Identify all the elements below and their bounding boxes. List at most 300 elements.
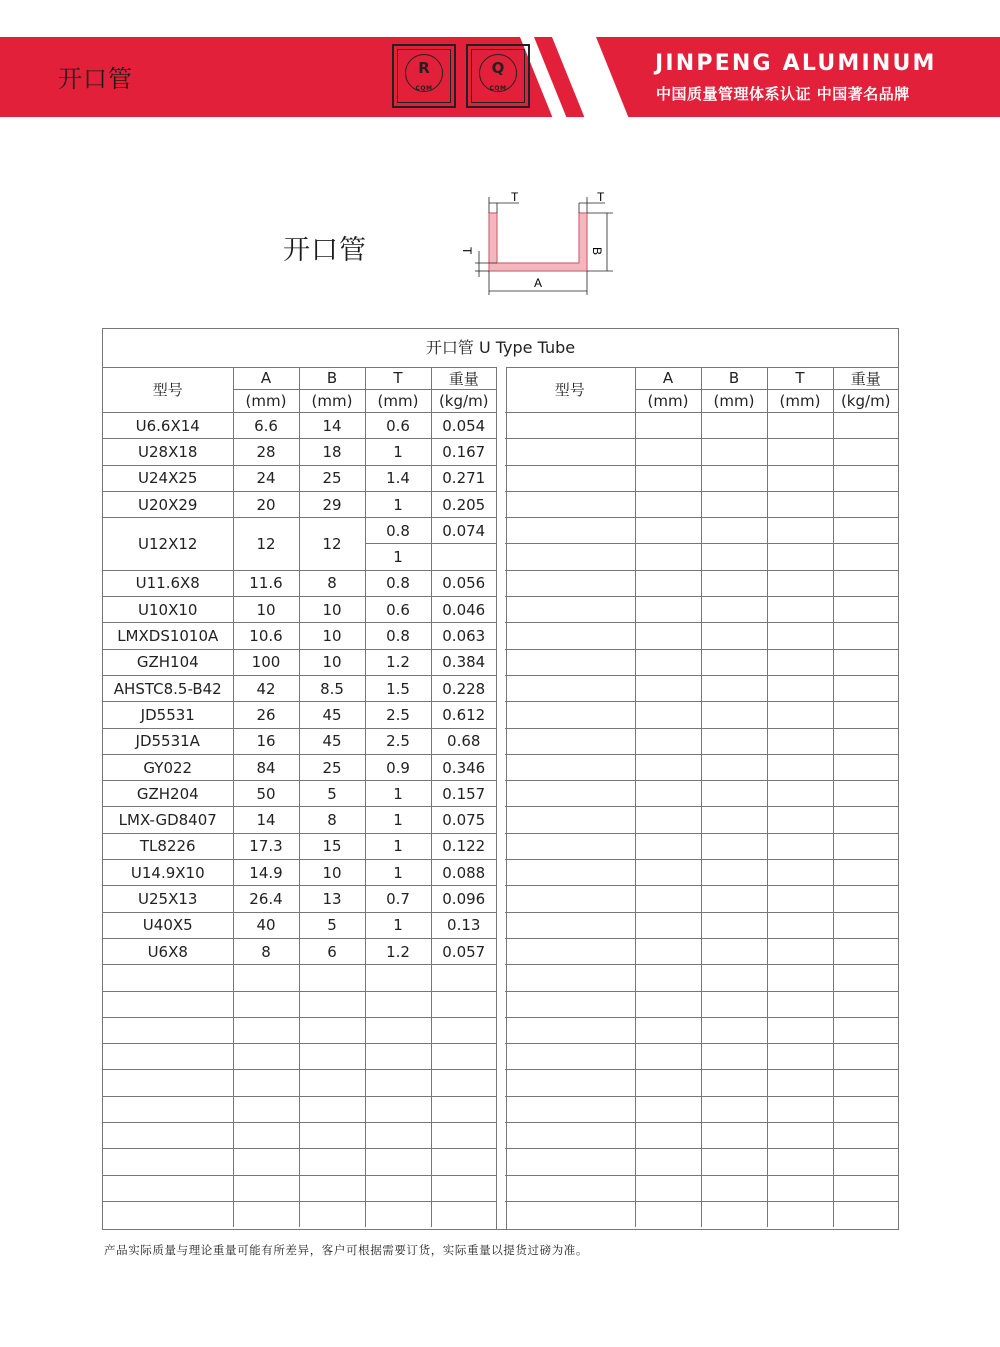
empty-cell xyxy=(833,912,898,938)
empty-cell xyxy=(365,991,431,1017)
table-row-empty xyxy=(505,439,898,465)
empty-cell xyxy=(635,1123,701,1149)
cell-model: LMXDS1010A xyxy=(103,623,233,649)
empty-cell xyxy=(767,649,833,675)
empty-cell xyxy=(833,465,898,491)
empty-cell xyxy=(505,702,635,728)
table-row xyxy=(103,570,496,596)
empty-cell xyxy=(833,938,898,964)
empty-cell xyxy=(635,1044,701,1070)
dim-label-b: B xyxy=(590,247,604,256)
cell-model: JD5531 xyxy=(103,702,233,728)
cqm-r-certification-logo xyxy=(392,44,456,108)
u-profile-shape xyxy=(489,213,587,271)
empty-cell xyxy=(233,991,299,1017)
table-row xyxy=(103,465,496,491)
col-header-model: 型号 xyxy=(505,367,635,413)
empty-cell xyxy=(833,544,898,570)
empty-cell xyxy=(833,781,898,807)
cell-weight: 0.096 xyxy=(431,886,496,912)
empty-cell xyxy=(365,1123,431,1149)
cell-t: 2.5 xyxy=(365,702,431,728)
cell-a: 40 xyxy=(233,912,299,938)
empty-cell xyxy=(103,1070,233,1096)
section-title: 开口管 xyxy=(283,235,367,266)
cell-model: JD5531A xyxy=(103,728,233,754)
cert-symbol: R xyxy=(405,54,443,92)
empty-cell xyxy=(233,1175,299,1201)
col-header-a: A xyxy=(233,367,299,390)
empty-cell xyxy=(701,833,767,859)
empty-cell xyxy=(701,623,767,649)
empty-cell xyxy=(431,1123,496,1149)
empty-cell xyxy=(701,912,767,938)
empty-cell xyxy=(233,1070,299,1096)
empty-cell xyxy=(505,807,635,833)
cell-model: GZH204 xyxy=(103,781,233,807)
u-profile-diagram xyxy=(455,185,615,297)
empty-cell xyxy=(635,413,701,439)
cell-model: U14.9X10 xyxy=(103,860,233,886)
table-row xyxy=(103,413,496,439)
empty-cell xyxy=(635,649,701,675)
empty-cell xyxy=(767,965,833,991)
empty-cell xyxy=(701,991,767,1017)
empty-cell xyxy=(505,413,635,439)
empty-cell xyxy=(767,1044,833,1070)
table-row xyxy=(103,833,496,859)
empty-cell xyxy=(103,1096,233,1122)
empty-cell xyxy=(299,1149,365,1175)
cell-t: 1 xyxy=(365,807,431,833)
empty-cell xyxy=(701,439,767,465)
empty-cell xyxy=(767,833,833,859)
cell-t: 0.8 xyxy=(365,623,431,649)
col-header-model: 型号 xyxy=(103,367,233,413)
table-row-empty xyxy=(505,518,898,544)
empty-cell xyxy=(635,1070,701,1096)
empty-cell xyxy=(299,991,365,1017)
empty-cell xyxy=(233,1017,299,1043)
footnote: 产品实际质量与理论重量可能有所差异，客户可根据需要订货，实际重量以提货过磅为准。 xyxy=(104,1243,588,1257)
empty-cell xyxy=(701,597,767,623)
cell-model: U40X5 xyxy=(103,912,233,938)
cell-a: 100 xyxy=(233,649,299,675)
table-row-empty xyxy=(505,1017,898,1043)
cell-t: 1 xyxy=(365,491,431,517)
empty-cell xyxy=(635,439,701,465)
empty-cell xyxy=(701,518,767,544)
cell-b: 5 xyxy=(299,912,365,938)
empty-cell xyxy=(635,860,701,886)
empty-cell xyxy=(635,1096,701,1122)
empty-cell xyxy=(431,1201,496,1227)
empty-cell xyxy=(505,1044,635,1070)
table-row-empty xyxy=(103,1096,496,1122)
col-unit: (kg/m) xyxy=(431,390,496,413)
cell-t: 1 xyxy=(365,833,431,859)
table-row xyxy=(103,938,496,964)
empty-cell xyxy=(767,675,833,701)
cell-t: 1 xyxy=(365,781,431,807)
table-row-empty xyxy=(505,1175,898,1201)
table-row xyxy=(103,912,496,938)
empty-cell xyxy=(833,675,898,701)
empty-cell xyxy=(767,702,833,728)
cell-t: 0.6 xyxy=(365,413,431,439)
empty-cell xyxy=(767,544,833,570)
empty-cell xyxy=(833,623,898,649)
empty-cell xyxy=(833,518,898,544)
empty-cell xyxy=(505,1175,635,1201)
table-row-empty xyxy=(505,597,898,623)
empty-cell xyxy=(767,860,833,886)
table-row-empty xyxy=(505,860,898,886)
empty-cell xyxy=(505,833,635,859)
table-row-empty xyxy=(103,991,496,1017)
empty-cell xyxy=(635,1149,701,1175)
cell-b: 8 xyxy=(299,570,365,596)
empty-cell xyxy=(701,491,767,517)
empty-cell xyxy=(233,1123,299,1149)
cell-model: U25X13 xyxy=(103,886,233,912)
empty-cell xyxy=(701,754,767,780)
empty-cell xyxy=(767,491,833,517)
cell-b: 45 xyxy=(299,728,365,754)
empty-cell xyxy=(505,675,635,701)
cell-b: 8 xyxy=(299,807,365,833)
cell-a: 24 xyxy=(233,465,299,491)
empty-cell xyxy=(103,1017,233,1043)
col-unit: (kg/m) xyxy=(833,390,898,413)
cell-a: 16 xyxy=(233,728,299,754)
empty-cell xyxy=(299,1175,365,1201)
table-row xyxy=(103,860,496,886)
cell-b: 10 xyxy=(299,860,365,886)
empty-cell xyxy=(701,570,767,596)
cell-t: 1.5 xyxy=(365,675,431,701)
empty-cell xyxy=(635,807,701,833)
empty-cell xyxy=(701,965,767,991)
empty-cell xyxy=(365,1096,431,1122)
cell-a: 12 xyxy=(233,518,299,571)
empty-cell xyxy=(505,623,635,649)
empty-cell xyxy=(505,860,635,886)
col-header-b: B xyxy=(299,367,365,390)
empty-cell xyxy=(767,938,833,964)
empty-cell xyxy=(505,597,635,623)
brand-slogan-cn: 中国质量管理体系认证 中国著名品牌 xyxy=(656,85,910,103)
col-unit: (mm) xyxy=(233,390,299,413)
cell-weight: 0.68 xyxy=(431,728,496,754)
empty-cell xyxy=(833,833,898,859)
cell-weight: 0.057 xyxy=(431,938,496,964)
cell-weight: 0.228 xyxy=(431,675,496,701)
empty-cell xyxy=(767,623,833,649)
brand-name-en: JINPENG ALUMINUM xyxy=(655,51,937,76)
empty-cell xyxy=(635,833,701,859)
table-row xyxy=(103,491,496,517)
empty-cell xyxy=(701,413,767,439)
cell-a: 10.6 xyxy=(233,623,299,649)
cell-weight: 0.157 xyxy=(431,781,496,807)
cell-b: 45 xyxy=(299,702,365,728)
empty-cell xyxy=(767,413,833,439)
empty-cell xyxy=(365,1149,431,1175)
empty-cell xyxy=(701,1070,767,1096)
table-row-empty xyxy=(505,702,898,728)
empty-cell xyxy=(505,1096,635,1122)
cell-t: 1 xyxy=(365,544,431,570)
empty-cell xyxy=(103,1201,233,1227)
table-row-empty xyxy=(505,1070,898,1096)
table-row-empty xyxy=(505,754,898,780)
cell-model: LMX-GD8407 xyxy=(103,807,233,833)
cell-b: 15 xyxy=(299,833,365,859)
table-row-empty xyxy=(103,1017,496,1043)
table-row xyxy=(103,623,496,649)
empty-cell xyxy=(505,912,635,938)
empty-cell xyxy=(701,781,767,807)
cell-t: 1 xyxy=(365,439,431,465)
cell-model: U10X10 xyxy=(103,597,233,623)
empty-cell xyxy=(767,570,833,596)
table-row-empty xyxy=(505,465,898,491)
cell-a: 26 xyxy=(233,702,299,728)
cell-a: 50 xyxy=(233,781,299,807)
table-row xyxy=(103,675,496,701)
empty-cell xyxy=(833,1017,898,1043)
cell-b: 25 xyxy=(299,465,365,491)
dim-label-t: T xyxy=(460,247,474,255)
empty-cell xyxy=(833,597,898,623)
cell-t: 1.4 xyxy=(365,465,431,491)
empty-cell xyxy=(505,965,635,991)
cell-model: U6X8 xyxy=(103,938,233,964)
cell-weight: 0.346 xyxy=(431,754,496,780)
cell-a: 28 xyxy=(233,439,299,465)
empty-cell xyxy=(299,1123,365,1149)
empty-cell xyxy=(233,965,299,991)
empty-cell xyxy=(505,465,635,491)
empty-cell xyxy=(833,886,898,912)
empty-cell xyxy=(635,991,701,1017)
empty-cell xyxy=(233,1201,299,1227)
table-row xyxy=(103,439,496,465)
cert-caption: CQM xyxy=(415,85,433,92)
empty-cell xyxy=(635,1017,701,1043)
table-row xyxy=(103,649,496,675)
empty-cell xyxy=(833,965,898,991)
cell-model: GY022 xyxy=(103,754,233,780)
empty-cell xyxy=(505,754,635,780)
cell-weight: 0.074 xyxy=(431,518,496,544)
cell-b: 29 xyxy=(299,491,365,517)
empty-cell xyxy=(635,465,701,491)
col-header-weight: 重量 xyxy=(431,367,496,390)
empty-cell xyxy=(833,1096,898,1122)
empty-cell xyxy=(833,728,898,754)
empty-cell xyxy=(233,1044,299,1070)
empty-cell xyxy=(505,439,635,465)
col-unit: (mm) xyxy=(299,390,365,413)
empty-cell xyxy=(635,886,701,912)
cqm-q-certification-logo xyxy=(466,44,530,108)
empty-cell xyxy=(767,781,833,807)
table-row-empty xyxy=(505,544,898,570)
cell-a: 14.9 xyxy=(233,860,299,886)
empty-cell xyxy=(635,675,701,701)
empty-cell xyxy=(299,1070,365,1096)
empty-cell xyxy=(833,649,898,675)
cell-a: 84 xyxy=(233,754,299,780)
cert-caption: CQM xyxy=(489,85,507,92)
empty-cell xyxy=(505,781,635,807)
table-row-empty xyxy=(505,991,898,1017)
empty-cell xyxy=(365,1070,431,1096)
empty-cell xyxy=(767,465,833,491)
spec-table-right xyxy=(505,367,898,1227)
empty-cell xyxy=(635,518,701,544)
empty-cell xyxy=(701,1123,767,1149)
empty-cell xyxy=(103,965,233,991)
empty-cell xyxy=(767,1175,833,1201)
empty-cell xyxy=(431,1149,496,1175)
empty-cell xyxy=(635,912,701,938)
col-unit: (mm) xyxy=(701,390,767,413)
cell-b: 13 xyxy=(299,886,365,912)
table-row-empty xyxy=(505,886,898,912)
cell-t: 0.6 xyxy=(365,597,431,623)
cell-weight: 0.075 xyxy=(431,807,496,833)
table-row-empty xyxy=(103,1149,496,1175)
table-row xyxy=(103,781,496,807)
empty-cell xyxy=(701,544,767,570)
table-row-empty xyxy=(505,1149,898,1175)
empty-cell xyxy=(635,597,701,623)
cell-weight: 0.271 xyxy=(431,465,496,491)
empty-cell xyxy=(833,1201,898,1227)
empty-cell xyxy=(103,1044,233,1070)
empty-cell xyxy=(767,1149,833,1175)
empty-cell xyxy=(635,1175,701,1201)
empty-cell xyxy=(299,965,365,991)
cell-weight: 0.046 xyxy=(431,597,496,623)
table-row-empty xyxy=(505,728,898,754)
table-row-empty xyxy=(505,649,898,675)
empty-cell xyxy=(431,1017,496,1043)
col-header-a: A xyxy=(635,367,701,390)
empty-cell xyxy=(505,1201,635,1227)
cell-b: 10 xyxy=(299,623,365,649)
cell-model: U20X29 xyxy=(103,491,233,517)
empty-cell xyxy=(635,544,701,570)
empty-cell xyxy=(833,1044,898,1070)
empty-cell xyxy=(505,991,635,1017)
table-row-empty xyxy=(103,1044,496,1070)
empty-cell xyxy=(701,1017,767,1043)
cell-t: 1 xyxy=(365,912,431,938)
empty-cell xyxy=(505,938,635,964)
table-row-empty xyxy=(505,570,898,596)
empty-cell xyxy=(635,938,701,964)
cell-b: 6 xyxy=(299,938,365,964)
cell-a: 8 xyxy=(233,938,299,964)
cell-b: 18 xyxy=(299,439,365,465)
empty-cell xyxy=(365,1201,431,1227)
cell-t: 0.8 xyxy=(365,570,431,596)
dim-label-a: A xyxy=(534,276,543,290)
empty-cell xyxy=(767,1123,833,1149)
table-row-empty xyxy=(103,1175,496,1201)
cell-t: 1 xyxy=(365,860,431,886)
empty-cell xyxy=(767,597,833,623)
empty-cell xyxy=(365,965,431,991)
cell-t: 0.9 xyxy=(365,754,431,780)
col-unit: (mm) xyxy=(767,390,833,413)
cell-weight: 0.056 xyxy=(431,570,496,596)
cell-b: 10 xyxy=(299,649,365,675)
empty-cell xyxy=(701,728,767,754)
empty-cell xyxy=(505,491,635,517)
empty-cell xyxy=(701,1096,767,1122)
empty-cell xyxy=(505,1017,635,1043)
cell-b: 14 xyxy=(299,413,365,439)
cell-model: U11.6X8 xyxy=(103,570,233,596)
cell-weight: 0.167 xyxy=(431,439,496,465)
table-row-empty xyxy=(505,413,898,439)
cell-t: 2.5 xyxy=(365,728,431,754)
empty-cell xyxy=(505,570,635,596)
cell-b: 5 xyxy=(299,781,365,807)
table-row xyxy=(103,597,496,623)
empty-cell xyxy=(767,439,833,465)
empty-cell xyxy=(767,518,833,544)
empty-cell xyxy=(833,1149,898,1175)
col-header-weight: 重量 xyxy=(833,367,898,390)
empty-cell xyxy=(505,886,635,912)
empty-cell xyxy=(767,728,833,754)
empty-cell xyxy=(103,1149,233,1175)
cell-weight: 0.088 xyxy=(431,860,496,886)
empty-cell xyxy=(635,1201,701,1227)
empty-cell xyxy=(635,781,701,807)
col-unit: (mm) xyxy=(365,390,431,413)
cell-t: 0.8 xyxy=(365,518,431,544)
cell-a: 14 xyxy=(233,807,299,833)
empty-cell xyxy=(299,1044,365,1070)
table-row-empty xyxy=(505,938,898,964)
empty-cell xyxy=(767,991,833,1017)
cell-b: 12 xyxy=(299,518,365,571)
empty-cell xyxy=(233,1096,299,1122)
empty-cell xyxy=(299,1201,365,1227)
empty-cell xyxy=(767,886,833,912)
empty-cell xyxy=(299,1017,365,1043)
table-row-empty xyxy=(505,1096,898,1122)
cell-t: 0.7 xyxy=(365,886,431,912)
cell-b: 8.5 xyxy=(299,675,365,701)
empty-cell xyxy=(833,1070,898,1096)
empty-cell xyxy=(701,1201,767,1227)
cell-weight: 0.384 xyxy=(431,649,496,675)
empty-cell xyxy=(833,807,898,833)
empty-cell xyxy=(505,728,635,754)
cell-b: 25 xyxy=(299,754,365,780)
empty-cell xyxy=(635,491,701,517)
table-caption: 开口管 U Type Tube xyxy=(103,329,898,368)
cell-a: 26.4 xyxy=(233,886,299,912)
